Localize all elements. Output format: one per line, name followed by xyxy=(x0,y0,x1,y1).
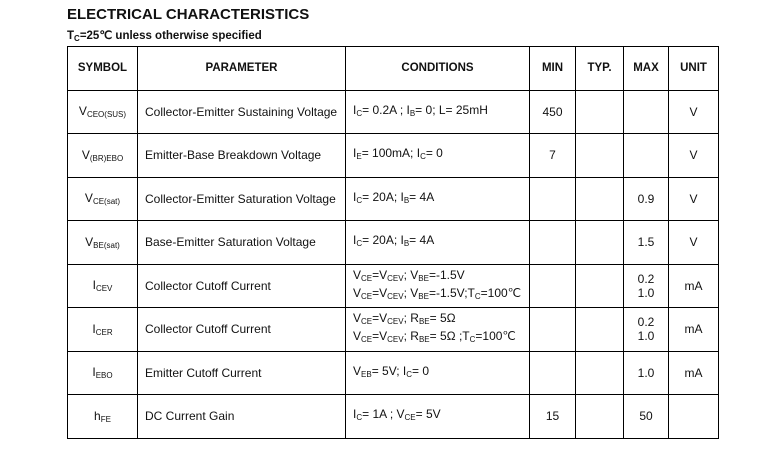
subscript: B xyxy=(409,108,416,118)
table-row xyxy=(68,395,719,439)
subscript: CE xyxy=(361,335,373,345)
electrical-characteristics-table xyxy=(67,46,719,439)
symbol-cell: $I_{EBO}$ xyxy=(68,351,138,395)
parameter-cell: DC Current Gain xyxy=(138,395,346,439)
min-cell: 7 xyxy=(530,134,576,178)
subscript: C xyxy=(420,152,426,162)
max-value: 1.0 xyxy=(637,365,655,380)
parameter-cell: Emitter Cutoff Current xyxy=(138,351,346,395)
conditions-cell xyxy=(346,351,530,395)
header-parameter: PARAMETER xyxy=(138,47,346,91)
subscript: BE xyxy=(418,335,430,345)
parameter-cell: Collector-Emitter Sustaining Voltage xyxy=(138,90,346,134)
header-max: MAX xyxy=(624,47,669,91)
subscript: BE(sat) xyxy=(93,240,120,250)
conditions-cell xyxy=(346,134,530,178)
conditions-cell xyxy=(346,264,530,308)
typ-cell xyxy=(576,134,624,178)
header-conditions: CONDITIONS xyxy=(346,47,530,91)
condition-line: $I_C= 0.2A$ ; $I_B= 0$; L= 25mH xyxy=(353,102,488,118)
subscript: CEV xyxy=(95,284,113,294)
condition-line: $V_{CE}=V_{CEV}$; $V_{BE}=-1.5V$ xyxy=(353,267,465,283)
subscript: BE xyxy=(418,291,429,301)
table-body xyxy=(68,90,719,438)
subscript: C xyxy=(356,108,363,118)
max-value: 0.9 xyxy=(637,191,655,206)
max-cell xyxy=(624,264,669,308)
max-cell xyxy=(624,90,669,134)
max-cell xyxy=(624,221,669,265)
condition-line: $V_{CE}=V_{CEV}$; $V_{BE}=-1.5V;T_C=100℃$ xyxy=(353,285,522,301)
subscript: C xyxy=(356,413,363,423)
min-cell: 450 xyxy=(530,90,576,134)
max-value: 0.2 xyxy=(637,315,655,330)
symbol-cell: $I_{CEV}$ xyxy=(68,264,138,308)
symbol-cell: $h_{FE}$ xyxy=(68,395,138,439)
min-cell xyxy=(530,177,576,221)
max-value: 1.0 xyxy=(637,285,655,300)
condition-line: $I_C= 20A$; $I_B= 4A$ xyxy=(353,189,435,205)
subscript: C xyxy=(474,291,481,301)
symbol-cell: $V_{CE(sat)}$ xyxy=(68,177,138,221)
conditions-cell xyxy=(346,177,530,221)
max-cell xyxy=(624,395,669,439)
subscript: C xyxy=(406,369,413,379)
typ-cell xyxy=(576,351,624,395)
max-cell xyxy=(624,308,669,352)
subscript: EB xyxy=(361,369,372,379)
min-cell: 15 xyxy=(530,395,576,439)
subscript: CE xyxy=(361,291,373,301)
subscript: E xyxy=(356,152,362,162)
condition-line: $V_{CE}=V_{CEV}$; $R_{BE}= 5\Omega$ xyxy=(353,311,456,327)
condition-line: $I_E= 100mA$; $I_C= 0$ xyxy=(353,146,443,162)
parameter-cell: Collector-Emitter Saturation Voltage xyxy=(138,177,346,221)
subscript: FE xyxy=(100,414,111,424)
header-typ: TYP. xyxy=(576,47,624,91)
typ-cell xyxy=(576,90,624,134)
subscript: C xyxy=(356,239,363,249)
conditions-cell xyxy=(346,395,530,439)
max-value: 0.2 xyxy=(637,271,655,286)
unit-cell: V xyxy=(669,134,719,178)
min-cell xyxy=(530,221,576,265)
header-symbol: SYMBOL xyxy=(68,47,138,91)
subscript: C xyxy=(469,335,476,345)
table-row xyxy=(68,177,719,221)
conditions-cell xyxy=(346,90,530,134)
table-row xyxy=(68,134,719,178)
min-cell xyxy=(530,264,576,308)
condition-line: $I_C= 20A$; $I_B= 4A$ xyxy=(353,233,435,249)
header-row xyxy=(68,47,719,91)
subscript: C xyxy=(356,195,363,205)
header-min: MIN xyxy=(530,47,576,91)
unit-cell: mA xyxy=(669,308,719,352)
test-condition-note: $T_C=25℃$ unless otherwise specified xyxy=(67,30,262,43)
subscript: CE xyxy=(361,273,373,283)
conditions-cell xyxy=(346,308,530,352)
max-cell xyxy=(624,177,669,221)
min-cell xyxy=(530,351,576,395)
subscript: CER xyxy=(95,327,113,337)
unit-cell: V xyxy=(669,177,719,221)
subscript: CEV xyxy=(387,317,404,327)
conditions-cell xyxy=(346,221,530,265)
symbol-cell: $V_{CEO(SUS)}$ xyxy=(68,90,138,134)
unit-cell: V xyxy=(669,90,719,134)
subscript: BE xyxy=(418,273,429,283)
parameter-cell: Base-Emitter Saturation Voltage xyxy=(138,221,346,265)
symbol-cell: $I_{CER}$ xyxy=(68,308,138,352)
unit-cell: mA xyxy=(669,264,719,308)
subscript: B xyxy=(403,239,410,249)
max-value: 1.5 xyxy=(637,235,655,250)
typ-cell xyxy=(576,308,624,352)
condition-line: $V_{EB}= 5V$; $I_C= 0$ xyxy=(353,363,430,379)
unit-cell xyxy=(669,395,719,439)
symbol-cell: $V_{BE(sat)}$ xyxy=(68,221,138,265)
unit-cell: mA xyxy=(669,351,719,395)
subscript: CE xyxy=(361,317,373,327)
max-value: 50 xyxy=(639,409,653,424)
min-cell xyxy=(530,308,576,352)
subscript: CEV xyxy=(387,335,404,345)
section-title: ELECTRICAL CHARACTERISTICS xyxy=(67,6,310,23)
subscript: CEV xyxy=(387,273,404,283)
unit-cell: V xyxy=(669,221,719,265)
symbol-cell: $V_{(BR)EBO}$ xyxy=(68,134,138,178)
table-row xyxy=(68,221,719,265)
subscript: CEV xyxy=(387,291,404,301)
subscript: CE xyxy=(404,413,416,423)
parameter-cell: Collector Cutoff Current xyxy=(138,264,346,308)
table-row xyxy=(68,264,719,308)
subscript: CE(sat) xyxy=(92,197,121,207)
subscript: BE xyxy=(418,317,430,327)
table-row xyxy=(68,90,719,134)
parameter-cell: Collector Cutoff Current xyxy=(138,308,346,352)
typ-cell xyxy=(576,221,624,265)
typ-cell xyxy=(576,177,624,221)
subscript: CEO(SUS) xyxy=(86,110,127,120)
condition-line: $I_C= 1A$ ; $V_{CE}= 5V$ xyxy=(353,407,441,423)
table-row xyxy=(68,308,719,352)
max-cell xyxy=(624,134,669,178)
subscript: B xyxy=(403,195,410,205)
condition-line: $V_{CE}=V_{CEV}$; $R_{BE}= 5\Omega$ $;T_C=100℃$ xyxy=(353,329,516,345)
typ-cell xyxy=(576,395,624,439)
max-value: 1.0 xyxy=(637,329,655,344)
table-row xyxy=(68,351,719,395)
subscript: (BR)EBO xyxy=(89,153,124,163)
subscript: EBO xyxy=(95,371,113,381)
typ-cell xyxy=(576,264,624,308)
max-cell xyxy=(624,351,669,395)
parameter-cell: Emitter-Base Breakdown Voltage xyxy=(138,134,346,178)
header-unit: UNIT xyxy=(669,47,719,91)
